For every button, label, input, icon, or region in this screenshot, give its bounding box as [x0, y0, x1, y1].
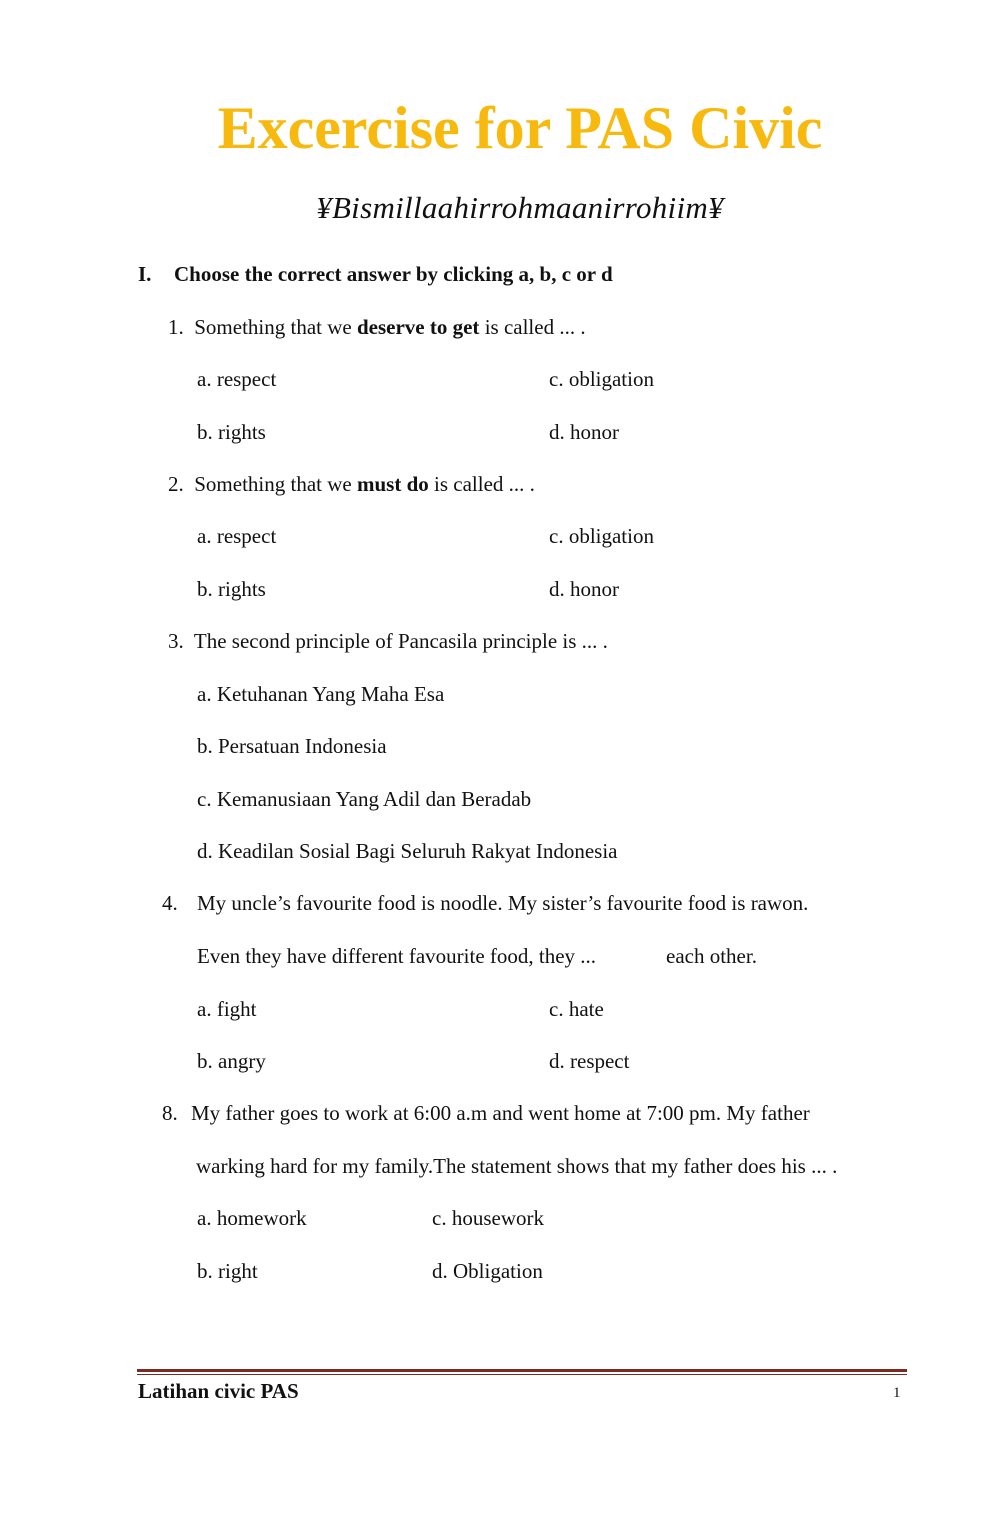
q1-option-d[interactable]: d. honor: [549, 420, 619, 444]
question-2: [168, 468, 535, 500]
q4-option-a[interactable]: a. fight: [197, 997, 257, 1021]
q8-option-b[interactable]: b. right: [197, 1259, 258, 1283]
footer-rule-thick: [137, 1369, 907, 1372]
q3-option-b[interactable]: b. Persatuan Indonesia: [197, 734, 387, 758]
question-4-line-2b: each other.: [666, 944, 757, 968]
section-instruction: Choose the correct answer by clicking a, b, c or d: [174, 262, 613, 286]
q2-option-b[interactable]: b. rights: [197, 577, 266, 601]
q1-option-c[interactable]: c. obligation: [549, 367, 654, 391]
question-number: 1.: [168, 315, 184, 339]
question-text: Something that we deserve to get is called ... .: [194, 315, 586, 339]
page-number: 1: [893, 1385, 901, 1401]
q2-option-a[interactable]: a. respect: [197, 524, 277, 548]
question-text: Something that we must do is called ... .: [194, 472, 535, 496]
question-1: [168, 311, 586, 343]
q2-option-c[interactable]: c. obligation: [549, 524, 654, 548]
page-title: Excercise for PAS Civic: [217, 95, 823, 161]
question-number: 2.: [168, 472, 184, 496]
q4-option-b[interactable]: b. angry: [197, 1049, 266, 1073]
q8-option-d[interactable]: d. Obligation: [432, 1259, 543, 1283]
q4-option-c[interactable]: c. hate: [549, 997, 604, 1021]
q4-option-d[interactable]: d. respect: [549, 1049, 630, 1073]
question-4-number: 4.: [162, 891, 178, 915]
section-heading: [138, 258, 613, 290]
q3-option-c[interactable]: c. Kemanusiaan Yang Adil dan Beradab: [197, 787, 532, 811]
question-text: The second principle of Pancasila principle is ... .: [193, 629, 608, 653]
subtitle-bismillah: ¥Bismillaahirrohmaanirrohiim¥: [316, 190, 724, 225]
question-8-line-1: My father goes to work at 6:00 a.m and went home at 7:00 pm. My father: [191, 1101, 810, 1125]
question-4-line-1: My uncle’s favourite food is noodle. My sister’s favourite food is rawon.: [197, 891, 809, 915]
footer-title: Latihan civic PAS: [138, 1379, 299, 1403]
question-8-line-2: warking hard for my family.The statement shows that my father does his ... .: [196, 1154, 838, 1178]
q8-option-a[interactable]: a. homework: [197, 1206, 307, 1230]
question-3: [168, 625, 608, 657]
q1-option-a[interactable]: a. respect: [197, 367, 277, 391]
question-8-number: 8.: [162, 1101, 178, 1125]
q3-option-a[interactable]: a. Ketuhanan Yang Maha Esa: [197, 682, 445, 706]
q2-option-d[interactable]: d. honor: [549, 577, 619, 601]
q8-option-c[interactable]: c. housework: [432, 1206, 544, 1230]
question-4-line-2a: Even they have different favourite food, they ...: [197, 944, 597, 968]
q3-option-d[interactable]: d. Keadilan Sosial Bagi Seluruh Rakyat Indonesia: [197, 839, 618, 863]
question-number: 3.: [168, 629, 184, 653]
q1-option-b[interactable]: b. rights: [197, 420, 266, 444]
section-number: I.: [138, 262, 152, 286]
